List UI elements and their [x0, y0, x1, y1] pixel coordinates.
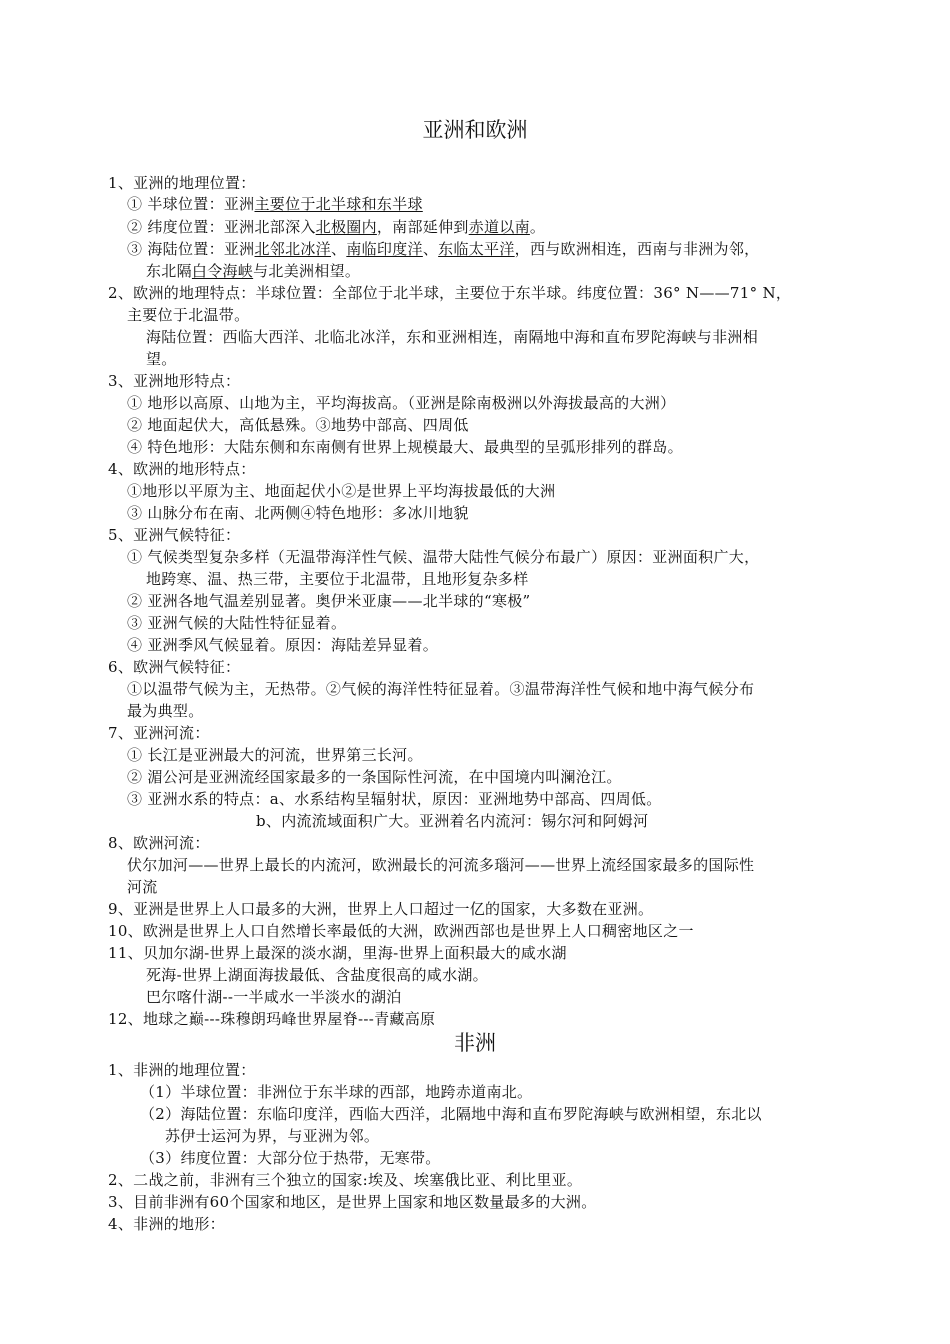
- s5-heading: 5、亚洲气候特征：: [108, 526, 241, 544]
- s11-line-c: 巴尔喀什湖--一半咸水一半淡水的湖泊: [146, 988, 402, 1006]
- s7-item-a: ① 长江是亚洲最大的河流，世界第三长河。: [127, 746, 423, 764]
- s4-item-b: ③ 山脉分布在南、北两侧④特色地形：多冰川地貌: [127, 504, 469, 522]
- s4-item-a: ①地形以平原为主、地面起伏小②是世界上平均海拔最低的大洲: [127, 482, 556, 500]
- text: ③ 海陆位置：亚洲: [127, 240, 255, 258]
- s7-heading: 7、亚洲河流：: [108, 724, 210, 742]
- s1-item-latitude: [127, 216, 545, 238]
- title-africa: 非洲: [454, 1031, 496, 1055]
- africa-s1-item-b2: 苏伊士运河为界，与亚洲为邻。: [165, 1127, 380, 1145]
- s5-item-a1: ① 气候类型复杂多样（无温带海洋性气候、温带大陆性气候分布最广）原因：亚洲面积广大，: [127, 548, 760, 566]
- africa-s2-line: 2、二战之前，非洲有三个独立的国家:埃及、埃塞俄比亚、利比里亚。: [108, 1171, 583, 1189]
- s2-line-3: 海陆位置：西临大西洋、北临北冰洋，东和亚洲相连，南隔地中海和直布罗陀海峡与非洲相: [146, 328, 759, 346]
- s11-line-b: 死海-世界上湖面海拔最低、含盐度很高的咸水湖。: [146, 966, 488, 984]
- text: ② 纬度位置：亚洲北部深入: [127, 218, 316, 236]
- s6-item-a1: ①以温带气候为主，无热带。②气候的海洋性特征显着。③温带海洋性气候和地中海气候分布: [127, 680, 755, 698]
- text: 与北美洲相望。: [253, 262, 361, 280]
- africa-s1-item-a: （1）半球位置：非洲位于东半球的西部，地跨赤道南北。: [140, 1083, 533, 1101]
- text: ，西与欧洲相连，西南与非洲为邻，: [514, 240, 760, 258]
- underlined-text: 南临印度洋: [346, 240, 423, 258]
- africa-s1-item-c: （3）纬度位置：大部分位于热带，无寒带。: [140, 1149, 441, 1167]
- s2-line-1: 2、欧洲的地理特点：半球位置：全部位于北半球，主要位于东半球。纬度位置：36° N——71° N，: [108, 284, 792, 302]
- s8-item-a2: 河流: [127, 878, 158, 896]
- underlined-text: 北邻北冰洋: [254, 240, 331, 258]
- s3-item-b: ② 地面起伏大，高低悬殊。③地势中部高、四周低: [127, 416, 469, 434]
- s9-line: 9、亚洲是世界上人口最多的大洲，世界上人口超过一亿的国家，大多数在亚洲。: [108, 900, 654, 918]
- s1-item-sea-land-cont: [146, 260, 360, 282]
- underlined-text: 主要位于北半球和东半球: [254, 195, 423, 213]
- africa-s4-line: 4、非洲的地形：: [108, 1215, 225, 1233]
- s4-heading: 4、欧洲的地形特点：: [108, 460, 256, 478]
- s1-item-hemisphere: [127, 193, 423, 215]
- text: ① 半球位置：亚洲: [127, 195, 255, 213]
- africa-s1-heading: 1、非洲的地理位置：: [108, 1061, 256, 1079]
- s7-item-b: ② 湄公河是亚洲流经国家最多的一条国际性河流，在中国境内叫澜沧江。: [127, 768, 622, 786]
- underlined-text: 北极圈内: [315, 218, 377, 236]
- s5-item-d: ④ 亚洲季风气候显着。原因：海陆差异显着。: [127, 636, 439, 654]
- s2-line-2: 主要位于北温带。: [127, 306, 250, 324]
- s10-line: 10、欧洲是世界上人口自然增长率最低的大洲，欧洲西部也是世界上人口稠密地区之一: [108, 922, 694, 940]
- underlined-text: 白令海峡: [191, 262, 254, 280]
- s1-heading: 1、亚洲的地理位置：: [108, 174, 256, 192]
- s8-heading: 8、欧洲河流：: [108, 834, 210, 852]
- title-asia-europe: 亚洲和欧洲: [422, 118, 528, 142]
- s6-heading: 6、欧洲气候特征：: [108, 658, 241, 676]
- s3-item-c: ④ 特色地形：大陆东侧和东南侧有世界上规模最大、最典型的呈弧形排列的群岛。: [127, 438, 683, 456]
- text: 、: [422, 240, 439, 258]
- underlined-text: 赤道以南: [468, 218, 530, 236]
- s3-heading: 3、亚洲地形特点：: [108, 372, 241, 390]
- s11-line-a: 11、贝加尔湖-世界上最深的淡水湖，里海-世界上面积最大的咸水湖: [108, 944, 567, 962]
- s5-item-a2: 地跨寒、温、热三带，主要位于北温带，且地形复杂多样: [146, 570, 529, 588]
- s7-item-c: ③ 亚洲水系的特点：a、水系结构呈辐射状，原因：亚洲地势中部高、四周低。: [127, 790, 662, 808]
- text: 。: [529, 218, 546, 236]
- s5-item-c: ③ 亚洲气候的大陆性特征显着。: [127, 614, 347, 632]
- text: 、: [331, 240, 347, 258]
- africa-s3-line: 3、目前非洲有60个国家和地区，是世界上国家和地区数量最多的大洲。: [108, 1193, 597, 1211]
- s6-item-a2: 最为典型。: [127, 702, 204, 720]
- text: ，南部延伸到: [376, 218, 469, 236]
- africa-s1-item-b1: （2）海陆位置：东临印度洋，西临大西洋，北隔地中海和直布罗陀海峡与欧洲相望，东北以: [140, 1105, 762, 1123]
- s3-item-a: ① 地形以高原、山地为主，平均海拔高。（亚洲是除南极洲以外海拔最高的大洲）: [127, 394, 676, 412]
- text: 东北隔: [146, 262, 192, 280]
- s7-item-d: b、内流流域面积广大。亚洲着名内流河：锡尔河和阿姆河: [256, 812, 649, 830]
- s12-line: 12、地球之巅---珠穆朗玛峰世界屋脊---青藏高原: [108, 1010, 436, 1028]
- s1-item-sea-land: [127, 238, 759, 260]
- s2-line-4: 望。: [146, 350, 177, 368]
- s8-item-a1: 伏尔加河——世界上最长的内流河，欧洲最长的河流多瑙河——世界上流经国家最多的国际性: [127, 856, 755, 874]
- underlined-text: 东临太平洋: [438, 240, 515, 258]
- s5-item-b: ② 亚洲各地气温差别显著。奥伊米亚康——北半球的“寒极”: [127, 592, 531, 610]
